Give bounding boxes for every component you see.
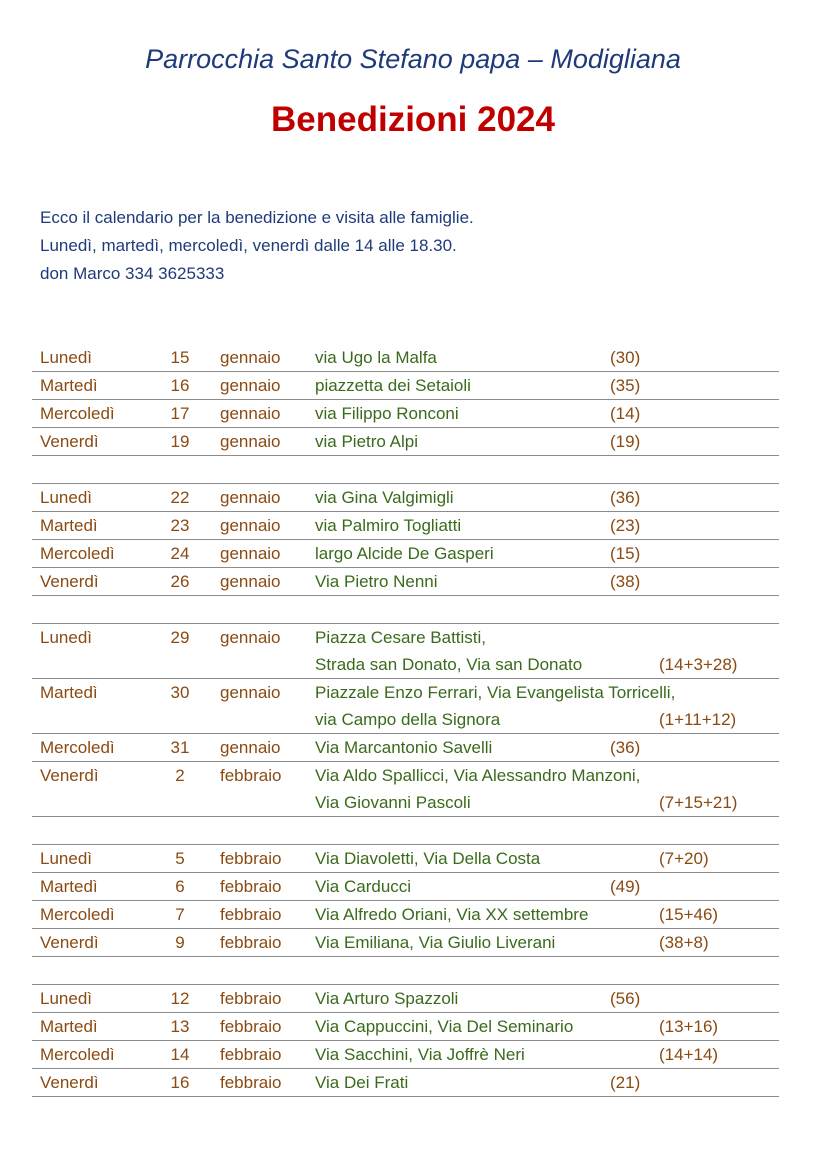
schedule-row	[32, 985, 779, 1013]
household-count: (38+8)	[659, 933, 709, 952]
weekday: Martedì	[40, 376, 98, 395]
day-number: 2	[175, 766, 185, 785]
household-count: (49)	[610, 877, 641, 896]
street-line: via Palmiro Togliatti	[315, 516, 462, 535]
schedule-spacer-row	[32, 456, 779, 484]
weekday: Mercoledì	[40, 1045, 115, 1064]
schedule-row	[32, 762, 779, 817]
day-number: 15	[170, 348, 190, 367]
street-line: Via Alfredo Oriani, Via XX settembre	[315, 905, 589, 924]
street-line: Via Giovanni Pascoli	[315, 793, 471, 812]
schedule-row	[32, 372, 779, 400]
day-number: 23	[170, 516, 190, 535]
weekday: Martedì	[40, 1017, 98, 1036]
day-number: 24	[170, 544, 190, 563]
month: febbraio	[220, 1073, 282, 1092]
month: gennaio	[220, 404, 281, 423]
street-line: Strada san Donato, Via san Donato	[315, 655, 583, 674]
weekday: Martedì	[40, 877, 98, 896]
street-line: via Gina Valgimigli	[315, 488, 454, 507]
weekday: Venerdì	[40, 572, 99, 591]
parish-name: Parrocchia Santo Stefano papa – Modigliana	[145, 44, 681, 74]
household-count: (21)	[610, 1073, 641, 1092]
month: gennaio	[220, 628, 281, 647]
schedule-spacer-row	[32, 596, 779, 624]
street-line: Via Marcantonio Savelli	[315, 738, 493, 757]
schedule-row	[32, 512, 779, 540]
schedule-row	[32, 845, 779, 873]
household-count: (15)	[610, 544, 641, 563]
schedule-row	[32, 484, 779, 512]
household-count: (30)	[610, 348, 641, 367]
month: febbraio	[220, 905, 282, 924]
schedule-row	[32, 400, 779, 428]
intro-line: don Marco 334 3625333	[40, 264, 225, 283]
month: gennaio	[220, 488, 281, 507]
weekday: Lunedì	[40, 849, 92, 868]
street-line: Piazza Cesare Battisti,	[315, 628, 487, 647]
schedule-row	[32, 1069, 779, 1097]
household-count: (7+15+21)	[659, 793, 738, 812]
day-number: 19	[170, 432, 190, 451]
weekday: Mercoledì	[40, 738, 115, 757]
schedule-row	[32, 568, 779, 596]
schedule-table	[32, 344, 779, 1097]
household-count: (14+3+28)	[659, 655, 738, 674]
street-line: Via Cappuccini, Via Del Seminario	[315, 1017, 574, 1036]
household-count: (38)	[610, 572, 641, 591]
street-line: via Campo della Signora	[315, 710, 501, 729]
day-number: 6	[175, 877, 185, 896]
street-line: via Ugo la Malfa	[315, 348, 437, 367]
street-line: Via Pietro Nenni	[315, 572, 438, 591]
street-line: Via Aldo Spallicci, Via Alessandro Manzoni,	[315, 766, 641, 785]
household-count: (19)	[610, 432, 641, 451]
schedule-row	[32, 679, 779, 734]
day-number: 5	[175, 849, 185, 868]
day-number: 22	[170, 488, 190, 507]
schedule-row	[32, 1013, 779, 1041]
schedule-row	[32, 540, 779, 568]
street-line: Via Sacchini, Via Joffrè Neri	[315, 1045, 525, 1064]
day-number: 12	[170, 989, 190, 1008]
month: gennaio	[220, 432, 281, 451]
street-line: largo Alcide De Gasperi	[315, 544, 494, 563]
month: febbraio	[220, 766, 282, 785]
weekday: Venerdì	[40, 432, 99, 451]
month: febbraio	[220, 989, 282, 1008]
weekday: Martedì	[40, 516, 98, 535]
schedule-row	[32, 873, 779, 901]
household-count: (13+16)	[659, 1017, 719, 1036]
street-line: Via Carducci	[315, 877, 412, 896]
street-line: Via Diavoletti, Via Della Costa	[315, 849, 541, 868]
weekday: Lunedì	[40, 628, 92, 647]
household-count: (56)	[610, 989, 641, 1008]
weekday: Venerdì	[40, 933, 99, 952]
intro-line: Ecco il calendario per la benedizione e visita alle famiglie.	[40, 208, 474, 227]
month: gennaio	[220, 738, 281, 757]
schedule-spacer-row	[32, 817, 779, 845]
day-number: 26	[170, 572, 190, 591]
household-count: (14+14)	[659, 1045, 719, 1064]
weekday: Mercoledì	[40, 404, 115, 423]
intro-text	[40, 204, 474, 288]
weekday: Lunedì	[40, 348, 92, 367]
schedule-row	[32, 1041, 779, 1069]
month: febbraio	[220, 1045, 282, 1064]
household-count: (1+11+12)	[659, 710, 737, 729]
intro-line: Lunedì, martedì, mercoledì, venerdì dalle 14 alle 18.30.	[40, 236, 457, 255]
street-line: Via Emiliana, Via Giulio Liverani	[315, 933, 556, 952]
household-count: (7+20)	[659, 849, 709, 868]
schedule-row	[32, 901, 779, 929]
page-title: Benedizioni 2024	[271, 100, 555, 139]
day-number: 30	[170, 683, 190, 702]
schedule-row	[32, 344, 779, 372]
street-line: Via Arturo Spazzoli	[315, 989, 459, 1008]
day-number: 9	[175, 933, 185, 952]
month: gennaio	[220, 572, 281, 591]
household-count: (15+46)	[659, 905, 719, 924]
schedule-row	[32, 734, 779, 762]
schedule-spacer-row	[32, 957, 779, 985]
day-number: 29	[170, 628, 190, 647]
day-number: 16	[170, 1073, 190, 1092]
day-number: 7	[175, 905, 185, 924]
schedule-row	[32, 428, 779, 456]
weekday: Martedì	[40, 683, 98, 702]
household-count: (14)	[610, 404, 641, 423]
day-number: 16	[170, 376, 190, 395]
month: febbraio	[220, 849, 282, 868]
month: gennaio	[220, 516, 281, 535]
household-count: (23)	[610, 516, 641, 535]
weekday: Lunedì	[40, 488, 92, 507]
month: febbraio	[220, 877, 282, 896]
street-line: via Pietro Alpi	[315, 432, 418, 451]
street-line: piazzetta dei Setaioli	[315, 376, 471, 395]
weekday: Mercoledì	[40, 905, 115, 924]
day-number: 17	[170, 404, 190, 423]
weekday: Mercoledì	[40, 544, 115, 563]
day-number: 31	[170, 738, 190, 757]
weekday: Lunedì	[40, 989, 92, 1008]
weekday: Venerdì	[40, 766, 99, 785]
weekday: Venerdì	[40, 1073, 99, 1092]
household-count: (36)	[610, 738, 641, 757]
street-line: Via Dei Frati	[315, 1073, 409, 1092]
street-line: via Filippo Ronconi	[315, 404, 459, 423]
household-count: (36)	[610, 488, 641, 507]
month: gennaio	[220, 683, 281, 702]
month: gennaio	[220, 544, 281, 563]
month: gennaio	[220, 348, 281, 367]
day-number: 13	[170, 1017, 190, 1036]
street-line: Piazzale Enzo Ferrari, Via Evangelista Torricelli,	[315, 683, 676, 702]
month: febbraio	[220, 1017, 282, 1036]
schedule-row	[32, 624, 779, 679]
month: gennaio	[220, 376, 281, 395]
household-count: (35)	[610, 376, 641, 395]
month: febbraio	[220, 933, 282, 952]
schedule-row	[32, 929, 779, 957]
day-number: 14	[170, 1045, 190, 1064]
